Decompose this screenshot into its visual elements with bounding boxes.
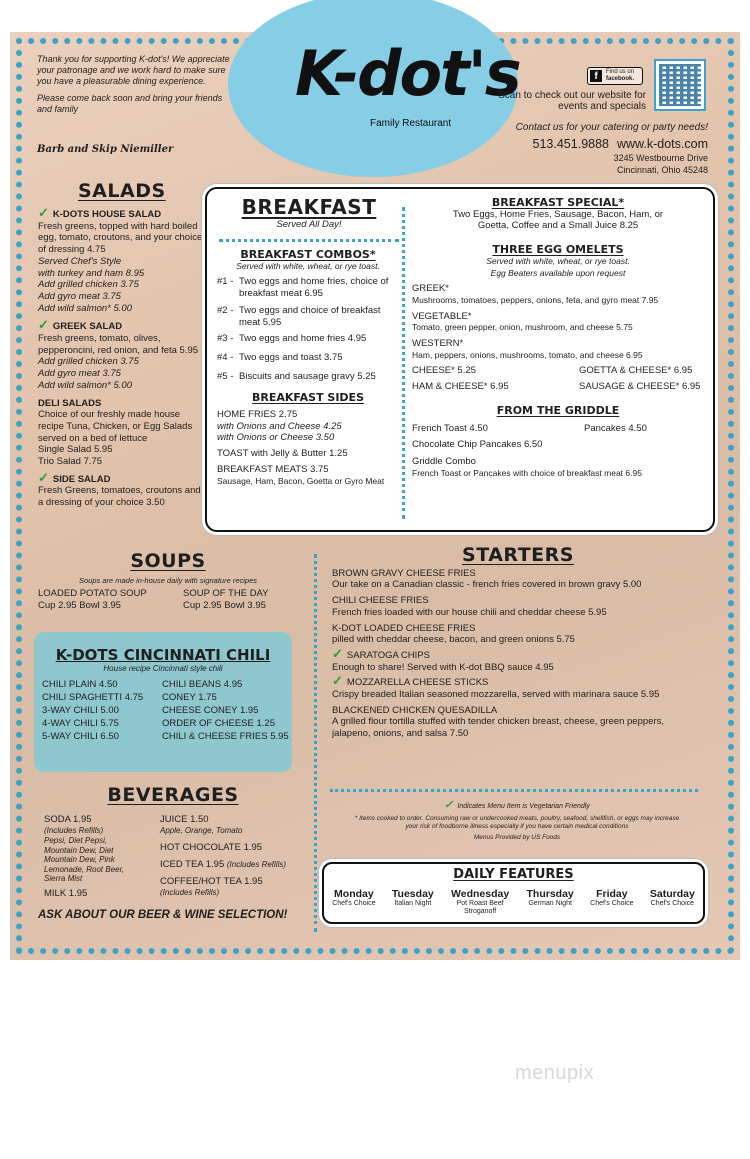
address-line-2: Cincinnati, Ohio 45248 [616, 165, 708, 175]
breakfast-title: BREAKFAST [241, 195, 377, 219]
starter-desc: Enough to share! Served with K-dot BBQ sauce 4.95 [332, 661, 554, 673]
combo-num: #1 - [217, 276, 234, 288]
facebook-badge[interactable] [587, 67, 643, 85]
daily-features-box [322, 862, 705, 924]
soups-note: Soups are made in-house daily with signature recipes [78, 576, 257, 585]
chili-item: ORDER OF CHEESE 1.25 [162, 718, 275, 729]
omelet-sausage-price: 6.95 [681, 381, 701, 393]
menu-page [10, 32, 740, 960]
starter-item [332, 675, 704, 700]
facebook-brand: facebook. [606, 76, 635, 82]
notes-divider [330, 789, 698, 792]
starter-desc: French fries loaded with our house chili and cheddar cheese 5.95 [332, 606, 607, 618]
breakfast-subtitle: Served All Day! [276, 219, 342, 230]
chili-item: CHEESE CONEY 1.95 [162, 705, 259, 716]
coffee: COFFEE/HOT TEA 1.95 [160, 876, 263, 887]
starter-desc: A grilled flour tortilla stuffed with tender chicken breast, cheese, green peppers, jalapeno, onions, and salsa 7.50 [332, 716, 664, 740]
day-name: Friday [596, 888, 628, 900]
watermark: menupix [515, 1062, 595, 1084]
omelet-western-desc: Ham, peppers, onions, mushrooms, tomato, and cheese 6.95 [412, 349, 643, 360]
greek-salad-add2: Add gyro meat 3.75 [38, 368, 121, 380]
logo: K-dot's [295, 37, 520, 110]
pancakes: Pancakes [584, 422, 626, 434]
griddle-combo-desc: French Toast or Pancakes with choice of breakfast meat 6.95 [412, 467, 642, 478]
day-name: Monday [334, 888, 374, 900]
vegetarian-icon: ✓ [38, 317, 49, 333]
phone[interactable]: 513.451.9888 [532, 137, 609, 151]
feature-day [450, 888, 510, 916]
deli-trio: Trio Salad 7.75 [38, 456, 103, 468]
raw-note: * Items cooked to order. Consuming raw or undercooked meats, poultry, seafood, shellfish, or eggs may increase your risk of foodborne illness especially if you have certain medical conditions [354, 815, 680, 830]
salads-section [38, 180, 208, 509]
home-fries-onions2: with Onions or Cheese 3.50 [217, 432, 335, 444]
chili-item: CHILI BEANS 4.95 [162, 679, 243, 690]
combo-text: Two eggs and toast 3.75 [239, 351, 343, 363]
chili-item: 3-WAY CHILI 5.00 [42, 705, 119, 716]
house-salad-add1: Add grilled chicken 3.75 [38, 279, 139, 291]
vegetarian-icon: ✓ [38, 205, 49, 220]
omelets-title: THREE EGG OMELETS [492, 243, 624, 257]
chili-item: CHILI & CHEESE FRIES 5.95 [162, 731, 289, 742]
combo-text: Biscuits and sausage gravy 5.25 [239, 370, 376, 382]
deli-salads-name: DELI SALADS [38, 397, 102, 409]
hot-chocolate: HOT CHOCOLATE 1.95 [160, 842, 263, 853]
house-salad-add2: Add gyro meat 3.75 [38, 290, 121, 302]
breakfast-meats-list: Sausage, Ham, Bacon, Goetta or Gyro Meat [217, 475, 385, 486]
starter-name: MOZZARELLA CHEESE STICKS [346, 677, 489, 689]
omelet-cheese-price: 5.25 [457, 365, 476, 377]
house-salad-add3: Add wild salmon* 5.00 [38, 302, 132, 314]
home-fries: HOME FRIES [217, 409, 277, 421]
starter-name: SARATOGA CHIPS [346, 649, 430, 661]
omelet-goetta: GOETTA & CHEESE* [579, 365, 672, 377]
greek-salad-add3: Add wild salmon* 5.00 [38, 379, 132, 391]
starter-item [332, 595, 704, 618]
home-fries-price: 2.75 [278, 409, 298, 421]
house-salad-style2: with turkey and ham 8.95 [38, 267, 145, 279]
house-salad-style: Served Chef's Style [38, 255, 122, 267]
feature-day [527, 888, 574, 916]
address [480, 152, 708, 176]
starter-item [332, 705, 704, 740]
omelets-note: Served with white, wheat, or rye toast. [486, 255, 630, 266]
deli-single: Single Salad 5.95 [38, 444, 113, 456]
vegetarian-icon: ✓ [38, 469, 49, 485]
starter-item [332, 623, 704, 646]
chili-item: CHILI SPAGHETTI 4.75 [42, 692, 144, 703]
vegetarian-icon: ✓ [332, 645, 343, 661]
facebook-icon: f [590, 70, 602, 82]
combo-num: #5 - [217, 370, 234, 382]
omelet-sausage: SAUSAGE & CHEESE* [579, 381, 680, 393]
soup-of-day-price: Cup 2.95 Bowl 3.95 [183, 599, 266, 611]
scan-text: Scan to check out our website for events and specials [498, 90, 646, 112]
omelet-ham-price: 6.95 [490, 381, 509, 393]
omelets-note2: Egg Beaters available upon request [490, 267, 626, 278]
choc-chip-pancakes: Chocolate Chip Pancakes [412, 439, 522, 451]
chili-item: 4-WAY CHILI 5.75 [42, 718, 119, 729]
house-salad-name: K-DOTS HOUSE SALAD [52, 209, 162, 220]
provided-note: Menus Provided by US Foods [473, 834, 561, 841]
day-special: Chef's Choice [332, 900, 376, 907]
lower-divider [314, 554, 317, 932]
omelet-western: WESTERN* [412, 338, 464, 350]
starters-section [332, 544, 704, 740]
soups-title: SOUPS [130, 550, 206, 572]
chili-note: House recipe Cincinnati style chili [103, 664, 223, 673]
features-title: DAILY FEATURES [453, 867, 574, 882]
beverages-title: BEVERAGES [107, 784, 239, 806]
special-desc: Two Eggs, Home Fries, Sausage, Bacon, Ham, or Goetta, Coffee and a Small Juice 8.25 [452, 208, 664, 232]
address-line-1: 3245 Westbourne Drive [613, 153, 708, 163]
greek-salad-add1: Add grilled chicken 3.75 [38, 356, 139, 368]
milk: MILK 1.95 [44, 887, 88, 899]
combos-note: Served with white, wheat, or rye toast. [236, 260, 380, 271]
starters-title: STARTERS [462, 544, 574, 566]
combo-num: #2 - [217, 304, 234, 316]
soup-of-day: SOUP OF THE DAY [183, 588, 269, 599]
day-special: Chef's Choice [650, 900, 695, 907]
combo-num: #3 - [217, 333, 234, 345]
sides-title: BREAKFAST SIDES [251, 391, 364, 405]
side-salad-name: SIDE SALAD [52, 473, 111, 485]
starter-desc: Our take on a Canadian classic - french fries covered in brown gravy 5.00 [332, 579, 642, 591]
chili-item: CHILI PLAIN 4.50 [42, 679, 118, 690]
day-special: Italian Night [394, 900, 432, 907]
chili-box [34, 632, 292, 772]
juice-list: Apple, Orange, Tomato [160, 826, 243, 835]
salads-title: SALADS [78, 180, 166, 202]
day-special: Pot Roast Beef Stroganoff [456, 900, 504, 915]
omelet-vegetable: VEGETABLE* [412, 310, 472, 322]
combos-title: BREAKFAST COMBOS* [240, 248, 376, 261]
griddle-combo: Griddle Combo [412, 455, 476, 467]
feature-day [650, 888, 695, 916]
feature-day [392, 888, 434, 916]
house-salad-desc: Fresh greens, topped with hard boiled egg, tomato, croutons, and your choice of dressing 4.75 [38, 220, 203, 256]
starter-item [332, 568, 704, 591]
qr-code-icon[interactable] [654, 59, 706, 111]
starter-desc: Crispy breaded Italian seasoned mozzarella, served with marinara sauce 5.95 [332, 689, 660, 701]
vegetarian-icon: ✓ [332, 673, 343, 689]
intro-comeback: Please come back soon and bring your friends and family [37, 93, 223, 114]
feature-day [590, 888, 633, 916]
day-name: Thursday [526, 888, 574, 900]
signature: Barb and Skip Niemiller [37, 144, 174, 155]
breakfast-divider [402, 207, 405, 519]
chili-item: CONEY 1.75 [162, 692, 217, 703]
griddle-title: FROM THE GRIDDLE [496, 403, 620, 417]
home-fries-onions: with Onions and Cheese 4.25 [217, 420, 342, 432]
omelet-greek-desc: Mushrooms, tomatoes, peppers, onions, feta, and gyro meat 7.95 [412, 294, 659, 305]
combo-text: Two eggs and home fries 4.95 [239, 333, 367, 345]
french-toast-price: 4.50 [469, 422, 488, 434]
breakfast-box [205, 187, 715, 532]
special-title: BREAKFAST SPECIAL* [491, 196, 625, 209]
notes [328, 798, 706, 841]
starter-name: BLACKENED CHICKEN QUESADILLA [332, 704, 498, 716]
french-toast: French Toast [412, 422, 467, 434]
intro-thanks: Thank you for supporting K-dot's! We appreciate your patronage and we work hard to make sure you have a pleasurable dining experience. [37, 54, 230, 86]
omelet-cheese: CHEESE* [412, 365, 455, 377]
pancakes-price: 4.50 [628, 422, 647, 434]
beer-wine-note: ASK ABOUT OUR BEER & WINE SELECTION! [38, 908, 288, 921]
starter-name: CHILI CHEESE FRIES [332, 595, 429, 607]
soda-list: Pepsi, Diet Pepsi, Mountain Dew, Diet Mountain Dew, Pink Lemonade, Root Beer, Sierra Mist [44, 836, 125, 884]
combo-text: Two eggs and choice of breakfast meat 5.95 [239, 304, 381, 328]
choc-chip-price: 6.50 [523, 439, 543, 451]
breakfast-meats: BREAKFAST MEATS 3.75 [217, 463, 329, 475]
facebook-top: Find us on [606, 69, 635, 75]
soda: SODA 1.95 [44, 814, 92, 825]
contact-text: Contact us for your catering or party needs! [515, 122, 708, 133]
coffee-note: (Includes Refills) [160, 888, 220, 897]
omelet-greek: GREEK* [412, 283, 449, 295]
omelet-goetta-price: 6.95 [673, 365, 693, 377]
day-name: Saturday [649, 888, 695, 900]
potato-soup-price: Cup 2.95 Bowl 3.95 [38, 599, 121, 611]
day-name: Tuesday [391, 888, 434, 900]
starter-name: K-DOT LOADED CHEESE FRIES [332, 622, 476, 634]
potato-soup: LOADED POTATO SOUP [38, 588, 147, 599]
greek-salad-name: GREEK SALAD [52, 321, 123, 333]
soda-note: (Includes Refills) [44, 826, 104, 835]
contact-line [480, 137, 708, 151]
beverages-section [38, 784, 308, 921]
iced-tea-note: (Includes Refills) [226, 860, 287, 869]
day-name: Wednesday [451, 888, 510, 900]
day-special: Chef's Choice [590, 900, 634, 907]
iced-tea: ICED TEA 1.95 [160, 859, 225, 870]
chili-title: K-DOTS CINCINNATI CHILI [55, 646, 271, 664]
omelet-vegetable-desc: Tomato, green pepper, onion, mushroom, and cheese 5.75 [412, 322, 633, 333]
vegetarian-icon: ✓ [444, 799, 454, 811]
veg-note: Indicates Menu Item is Vegetarian Friendly [457, 803, 590, 810]
deli-salads-desc: Choice of our freshly made house recipe Tuna, Chicken, or Egg Salads served on a bed of lettuce [38, 409, 193, 444]
greek-salad-desc: Fresh greens, tomato, olives, pepperoncini, red onion, and feta 5.95 [38, 333, 199, 356]
toast: TOAST with Jelly & Butter [217, 448, 327, 460]
chili-item: 5-WAY CHILI 6.50 [42, 731, 119, 742]
combo-num: #4 - [217, 351, 234, 363]
starter-item [332, 645, 704, 673]
toast-price: 1.25 [329, 448, 348, 460]
logo-subtitle: Family Restaurant [370, 118, 452, 129]
feature-day [332, 888, 375, 916]
soups-section [38, 550, 298, 611]
starter-desc: pilled with cheddar cheese, bacon, and green onions 5.75 [332, 634, 575, 646]
side-salad-desc: Fresh Greens, tomatoes, croutons and a dressing of your choice 3.50 [38, 485, 201, 509]
breakfast-hdivider [219, 239, 399, 242]
website[interactable]: www.k-dots.com [617, 137, 708, 151]
juice: JUICE 1.50 [160, 814, 209, 825]
combo-text: Two eggs and home fries, choice of breakfast meat 6.95 [239, 276, 389, 300]
day-special: German Night [528, 900, 572, 907]
omelet-ham: HAM & CHEESE* [412, 381, 488, 393]
starter-name: BROWN GRAVY CHEESE FRIES [332, 567, 476, 579]
intro-note [37, 54, 237, 121]
